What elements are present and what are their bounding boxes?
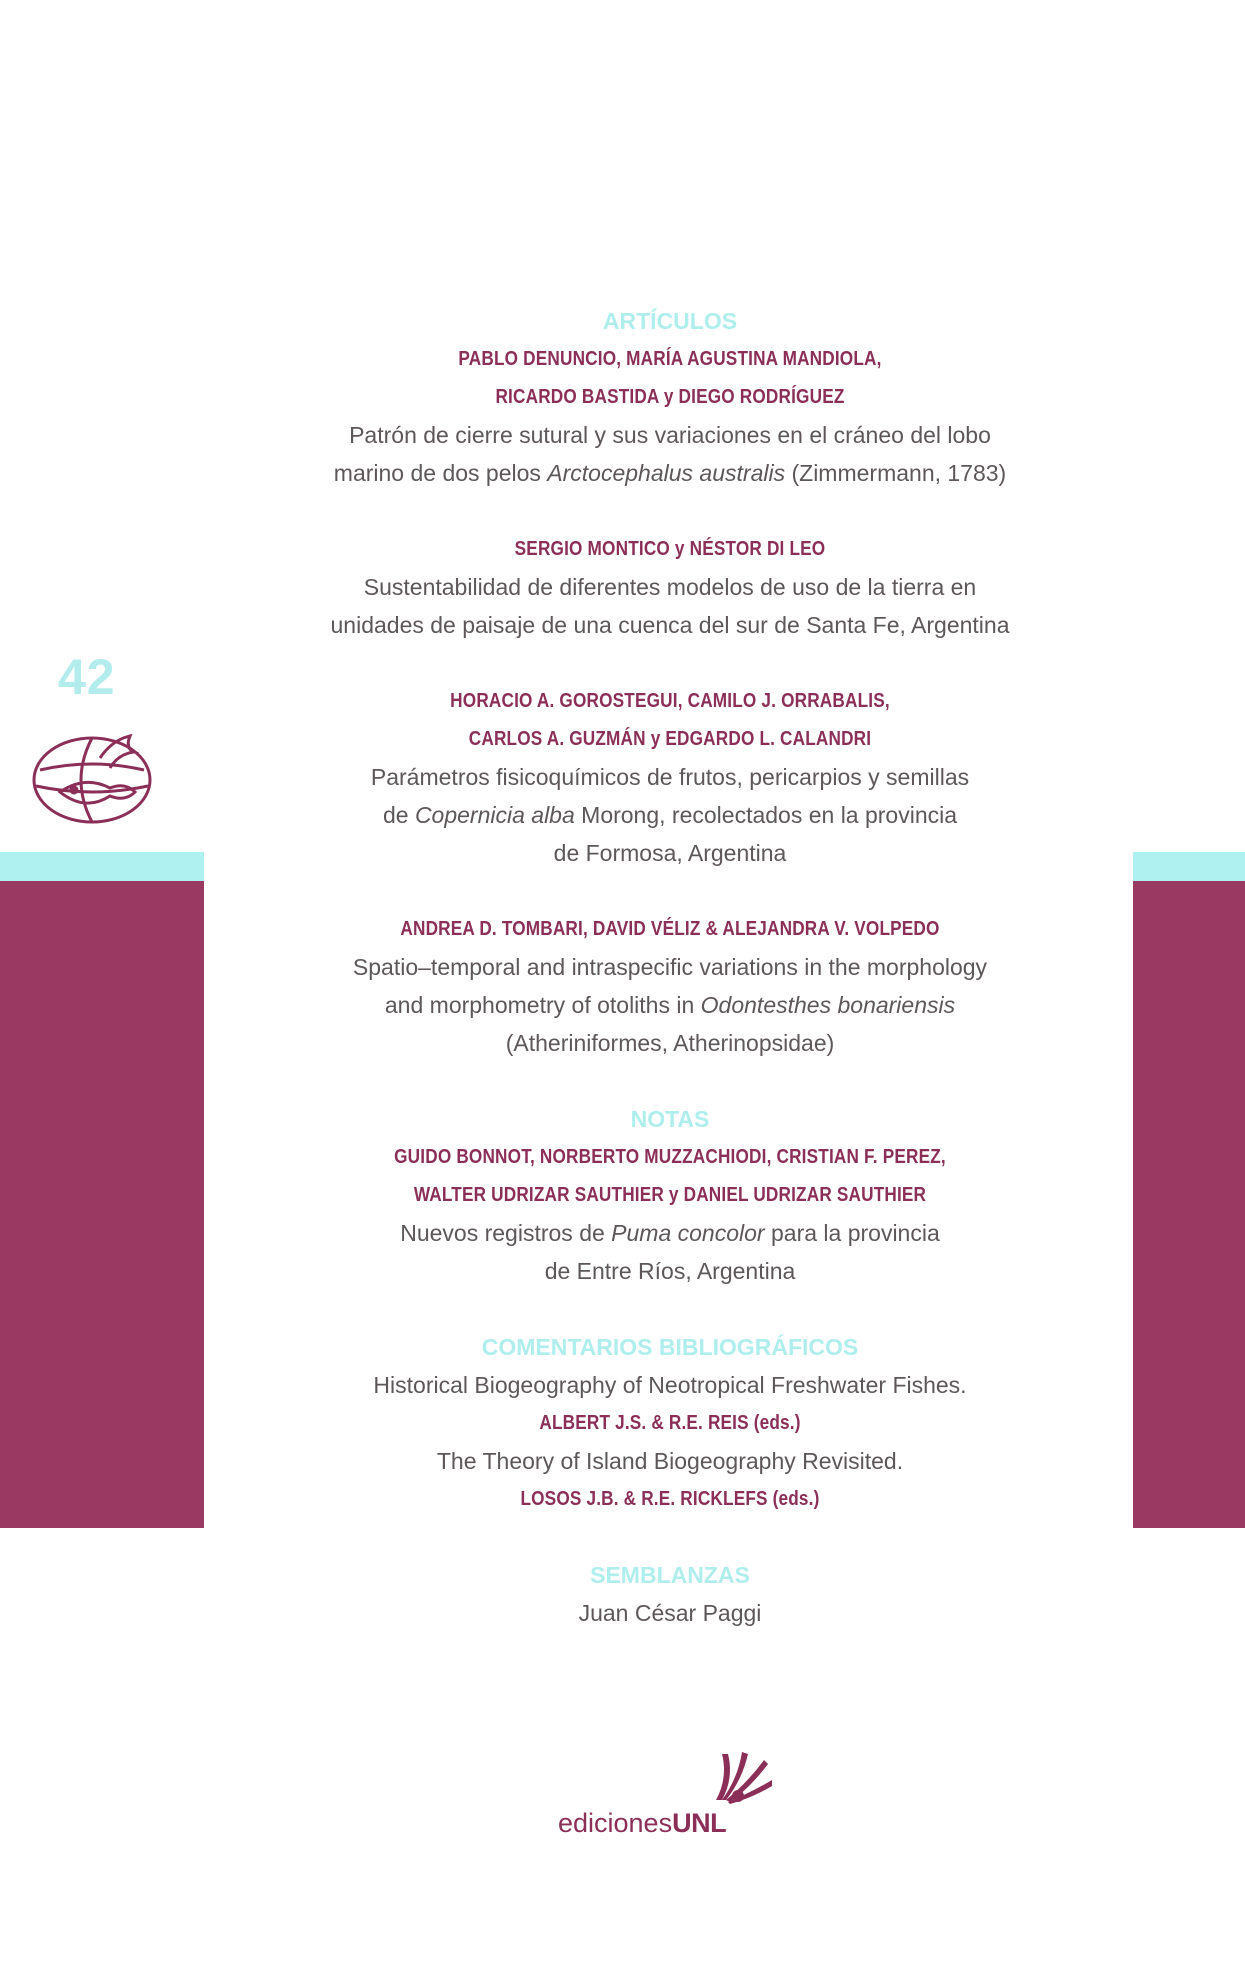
article-authors: RICARDO BASTIDA y DIEGO RODRÍGUEZ: [495, 386, 845, 408]
tribute-name: Juan César Paggi: [578, 1600, 762, 1626]
review-entry: [270, 1366, 1070, 1442]
table-of-contents: [270, 302, 1070, 1632]
article-title: unidades de paisaje de una cuenca del sur de Santa Fe, Argentina: [330, 612, 1010, 638]
section-heading-notas: NOTAS: [630, 1106, 710, 1132]
review-entry: [270, 1442, 1070, 1518]
left-cyan-band: [0, 852, 204, 881]
article-entry: [270, 530, 1070, 644]
article-title: and morphometry of otoliths in Odontesthes bonariensis: [384, 992, 956, 1018]
species-name: Arctocephalus australis: [547, 460, 786, 486]
publisher-logo: [558, 1748, 788, 1838]
article-title: Patrón de cierre sutural y sus variaciones en el cráneo del lobo: [349, 422, 991, 448]
article-title: marino de dos pelos Arctocephalus australis (Zimmermann, 1783): [333, 460, 1007, 486]
section-heading-semblanzas: SEMBLANZAS: [590, 1562, 750, 1588]
article-authors: HORACIO A. GOROSTEGUI, CAMILO J. ORRABALIS,: [450, 690, 890, 712]
article-authors: CARLOS A. GUZMÁN y EDGARDO L. CALANDRI: [468, 728, 872, 750]
article-title: Parámetros fisicoquímicos de frutos, pericarpios y semillas: [370, 764, 970, 790]
article-title: de Copernicia alba Morong, recolectados en la provincia: [382, 802, 958, 828]
article-title: Spatio–temporal and intraspecific variations in the morphology: [352, 954, 988, 980]
species-name: Odontesthes bonariensis: [700, 992, 956, 1018]
species-name: Copernicia alba: [414, 802, 575, 828]
book-title: The Theory of Island Biogeography Revisited.: [436, 1448, 904, 1474]
species-name: Puma concolor: [611, 1220, 765, 1246]
note-title: Nuevos registros de Puma concolor para la provincia: [400, 1220, 940, 1246]
journal-emblem-icon: [30, 730, 160, 826]
article-title: Sustentabilidad de diferentes modelos de uso de la tierra en: [363, 574, 977, 600]
left-plum-band: [0, 881, 204, 1528]
section-heading-comentarios: COMENTARIOS BIBLIOGRÁFICOS: [481, 1334, 859, 1360]
article-entry: [270, 682, 1070, 872]
note-authors: GUIDO BONNOT, NORBERTO MUZZACHIODI, CRISTIAN F. PEREZ,: [394, 1146, 946, 1168]
article-entry: [270, 910, 1070, 1062]
article-authors: PABLO DENUNCIO, MARÍA AGUSTINA MANDIOLA,: [458, 348, 882, 370]
right-plum-band: [1133, 881, 1245, 1528]
note-authors: WALTER UDRIZAR SAUTHIER y DANIEL UDRIZAR SAUTHIER: [413, 1184, 927, 1206]
right-cyan-band: [1133, 852, 1245, 881]
note-title: de Entre Ríos, Argentina: [544, 1258, 796, 1284]
book-authors: LOSOS J.B. & R.E. RICKLEFS (eds.): [520, 1488, 820, 1510]
book-authors: ALBERT J.S. & R.E. REIS (eds.): [539, 1412, 801, 1434]
note-entry: [270, 1138, 1070, 1290]
publisher-name: edicionesUNL: [558, 1808, 727, 1838]
article-entry: [270, 340, 1070, 492]
article-title: de Formosa, Argentina: [553, 840, 787, 866]
article-authors: SERGIO MONTICO y NÉSTOR DI LEO: [514, 538, 826, 560]
article-title: (Atheriniformes, Atherinopsidae): [505, 1030, 835, 1056]
section-heading-articulos: ARTÍCULOS: [602, 308, 738, 334]
publisher-logo-icon: [708, 1748, 774, 1806]
book-title: Historical Biogeography of Neotropical Freshwater Fishes.: [373, 1372, 967, 1398]
issue-number: 42: [58, 649, 116, 705]
article-authors: ANDREA D. TOMBARI, DAVID VÉLIZ & ALEJANDRA V. VOLPEDO: [400, 918, 940, 940]
